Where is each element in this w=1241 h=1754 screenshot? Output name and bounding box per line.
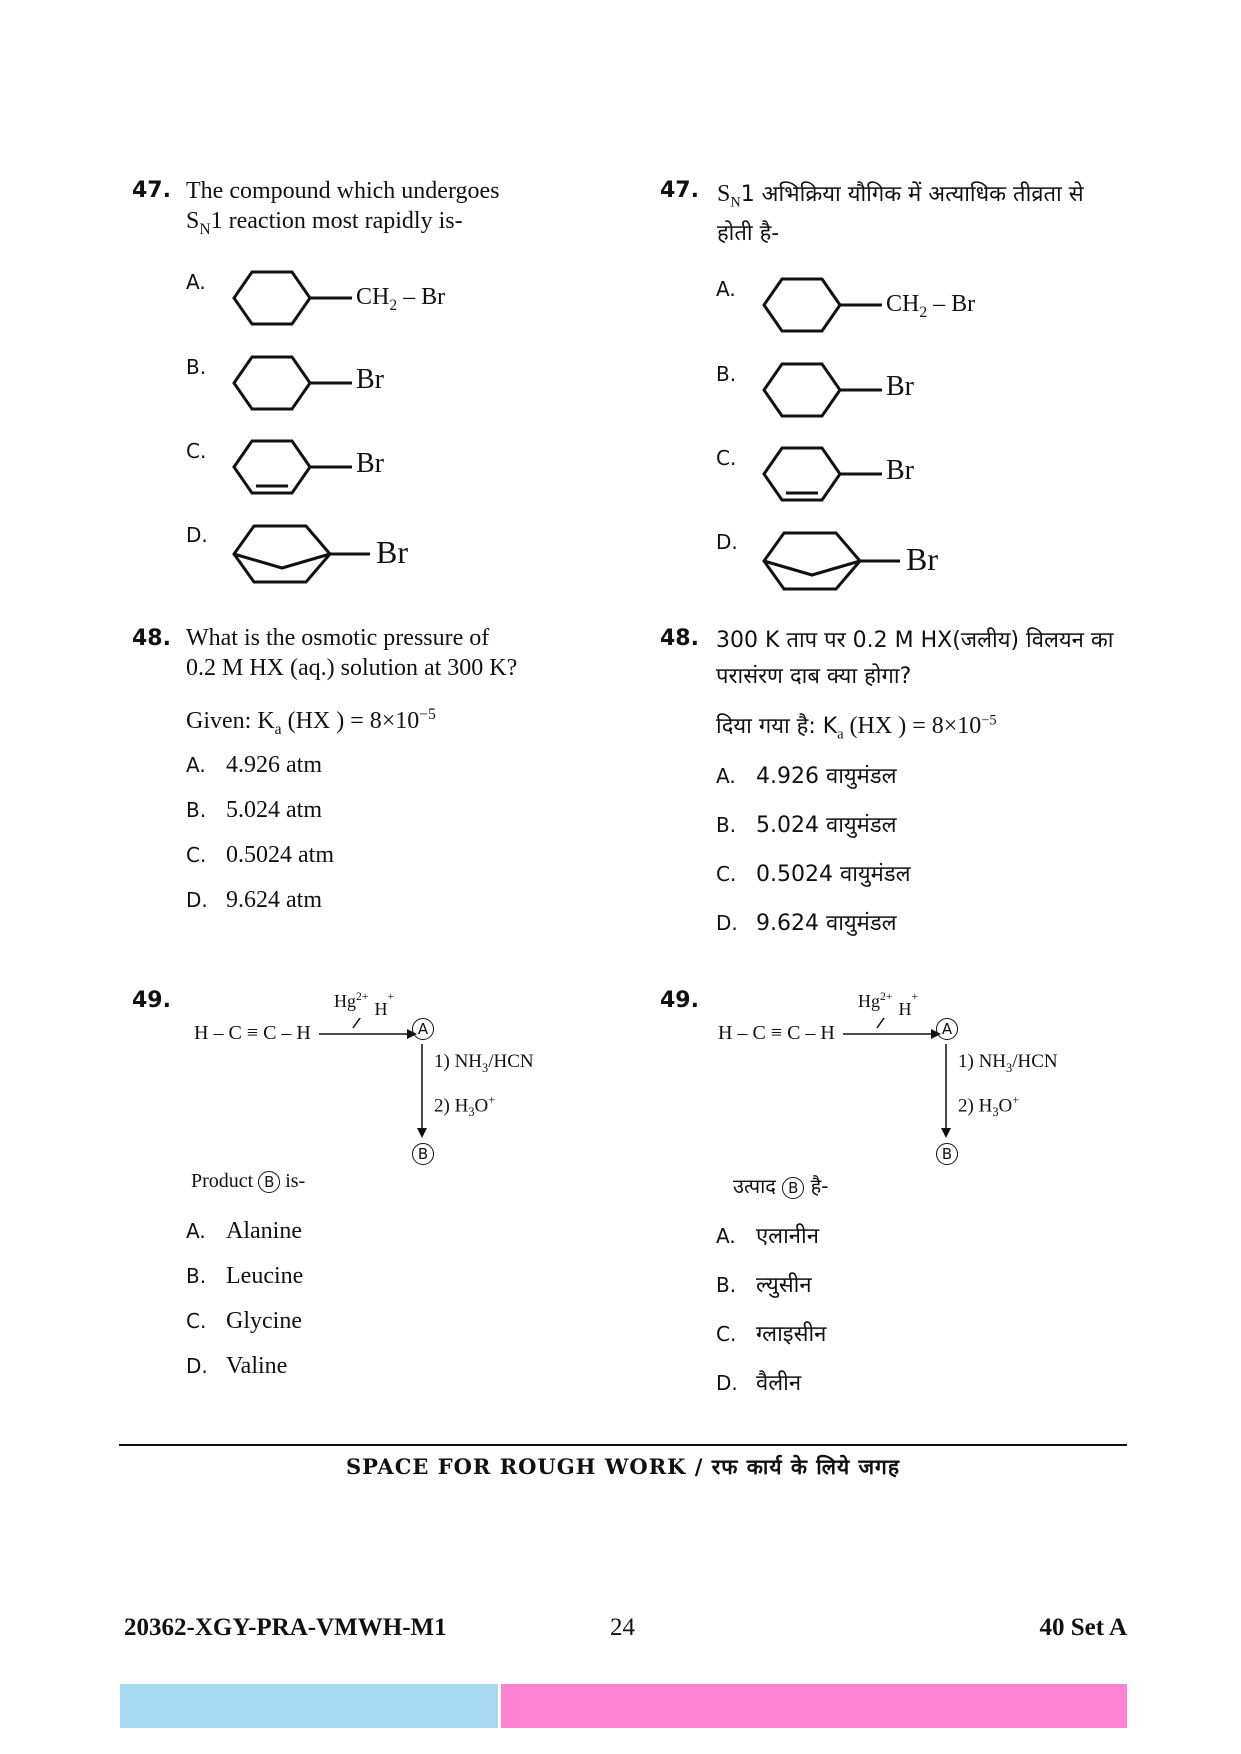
footer-set: 40 Set A — [1039, 1614, 1127, 1641]
q49-reaction-hi — [718, 990, 1078, 1168]
footer-bar-pink — [501, 1684, 1127, 1728]
q49-arrow1-en — [319, 1018, 419, 1058]
footer-code: 20362-XGY-PRA-VMWH-M1 — [124, 1614, 447, 1641]
q48-hi-line1: 300 K ताप पर 0.2 M HX(जलीय) विलयन का — [716, 628, 1114, 653]
q49-catalyst-hi: $Hg^{2+}H^+$ — [858, 990, 919, 1019]
q49-catalyst-en: $Hg^{2+}H^+$ — [334, 990, 395, 1019]
q48-opt-b-en: B. 5.024 atm — [186, 797, 322, 823]
q49-product-en: Product B is- — [191, 1170, 306, 1192]
q49-conditions-en: 1) $NH_3$/HCN 2) $H_3O^+$ — [434, 1051, 534, 1119]
q47-structure-c-hi — [760, 442, 890, 506]
q47-opt-c-en: C. — [186, 439, 207, 463]
q48-opt-d-en: D. 9.624 atm — [186, 887, 322, 913]
q47-structure-c-en — [230, 435, 360, 499]
q49-number-hi: 49. — [660, 988, 699, 1013]
q48-hi-line2: परासंरण दाब क्या होगा? — [716, 664, 912, 689]
q49-arrow2-en — [414, 1044, 430, 1140]
q47-opt-a-hi: A. — [716, 277, 736, 301]
q47-structure-d-en — [230, 520, 380, 588]
q48-opt-c-hi: C. 0.5024 वायुमंडल — [716, 862, 911, 887]
q48-line2: 0.2 M HX (aq.) solution at 300 K? — [186, 655, 518, 681]
q48-opt-a-hi: A. 4.926 वायुमंडल — [716, 764, 897, 789]
q49-opt-c-en: C. Glycine — [186, 1308, 302, 1334]
q47-br-c-hi: Br — [886, 455, 914, 486]
rough-divider — [119, 1444, 1127, 1446]
q47-br-d-en: Br — [376, 534, 408, 570]
q47-question-hi — [717, 178, 1084, 250]
q47-line1: The compound which undergoes — [186, 178, 500, 204]
q47-br-b-hi: Br — [886, 371, 914, 402]
q47-question-en — [186, 176, 500, 245]
q47-number-en: 47. — [132, 178, 171, 203]
q49-opt-c-hi: C. ग्लाइसीन — [716, 1322, 827, 1347]
q49-arrow1-hi — [843, 1018, 943, 1058]
q47-hi-line1: $S_N1$ अभिक्रिया यौगिक में अत्याधिक तीव्रता से — [717, 181, 1084, 211]
q48-opt-b-hi: B. 5.024 वायुमंडल — [716, 813, 897, 838]
q49-product-hi: उत्पाद B है- — [733, 1174, 829, 1198]
q49-opt-a-hi: A. एलानीन — [716, 1224, 819, 1249]
q48-options-hi — [716, 760, 911, 956]
q47-br-b-en: Br — [356, 364, 384, 395]
q47-ch2br-hi: $CH_2$ – Br — [886, 291, 976, 321]
q47-structure-a-hi — [760, 273, 890, 337]
q49-opt-b-en: B. Leucine — [186, 1263, 304, 1289]
q48-number-hi: 48. — [660, 626, 699, 651]
q47-br-d-hi: Br — [906, 541, 938, 577]
q47-ch2br-en: $CH_2$ – Br — [356, 284, 446, 314]
q47-br-c-en: Br — [356, 448, 384, 479]
q49-opt-d-en: D. Valine — [186, 1353, 288, 1379]
q48-line1: What is the osmotic pressure of — [186, 625, 490, 651]
q49-b-circle-hi: B — [936, 1143, 958, 1165]
q48-opt-a-en: A. 4.926 atm — [186, 752, 322, 778]
q47-hi-line2: होती है- — [717, 221, 780, 247]
q47-number-hi: 47. — [660, 178, 699, 203]
footer-page-number: 24 — [610, 1614, 635, 1641]
q48-given-en: Given: $K_a$ (HX ) = $8\times 10^{-5}$ — [186, 706, 436, 738]
q47-opt-c-hi: C. — [716, 446, 737, 470]
q47-structure-b-hi — [760, 358, 890, 422]
q48-given-hi: दिया गया है: $K_a$ (HX ) = $8\times 10^{-5}$ — [716, 712, 997, 743]
q47-opt-a-en: A. — [186, 270, 206, 294]
q49-options-en — [186, 1218, 303, 1398]
q48-opt-c-en: C. 0.5024 atm — [186, 842, 334, 868]
q48-options-en — [186, 752, 334, 932]
q47-opt-b-hi: B. — [716, 362, 737, 386]
q48-question-hi — [716, 623, 1113, 695]
q49-a-circle-en: A — [412, 1018, 434, 1040]
q47-opt-d-hi: D. — [716, 530, 738, 554]
q49-number-en: 49. — [132, 988, 171, 1013]
q48-question-en — [186, 623, 517, 683]
q49-reactant-hi: H – C ≡ C – H — [718, 1022, 835, 1044]
q47-structure-b-en — [230, 351, 360, 415]
q49-opt-d-hi: D. वैलीन — [716, 1371, 802, 1396]
q49-reactant-en: H – C ≡ C – H — [194, 1022, 311, 1044]
q48-number-en: 48. — [132, 626, 171, 651]
q49-options-hi — [716, 1220, 826, 1416]
rough-work-label: SPACE FOR ROUGH WORK / रफ कार्य के लिये जगह — [345, 1454, 901, 1479]
q47-opt-b-en: B. — [186, 355, 207, 379]
q49-arrow2-hi — [938, 1044, 954, 1140]
q49-reaction-en — [194, 990, 554, 1168]
footer-bar-blue — [120, 1684, 498, 1728]
q48-opt-d-hi: D. 9.624 वायुमंडल — [716, 911, 897, 936]
q49-b-circle-en: B — [412, 1143, 434, 1165]
q49-opt-a-en: A. Alanine — [186, 1218, 302, 1244]
q49-a-circle-hi: A — [936, 1018, 958, 1040]
q49-opt-b-hi: B. ल्युसीन — [716, 1273, 812, 1298]
q49-conditions-hi: 1) $NH_3$/HCN 2) $H_3O^+$ — [958, 1051, 1058, 1119]
q47-structure-d-hi — [760, 527, 910, 595]
q47-line2: $S_N1$ reaction most rapidly is- — [186, 208, 463, 238]
q47-opt-d-en: D. — [186, 523, 208, 547]
